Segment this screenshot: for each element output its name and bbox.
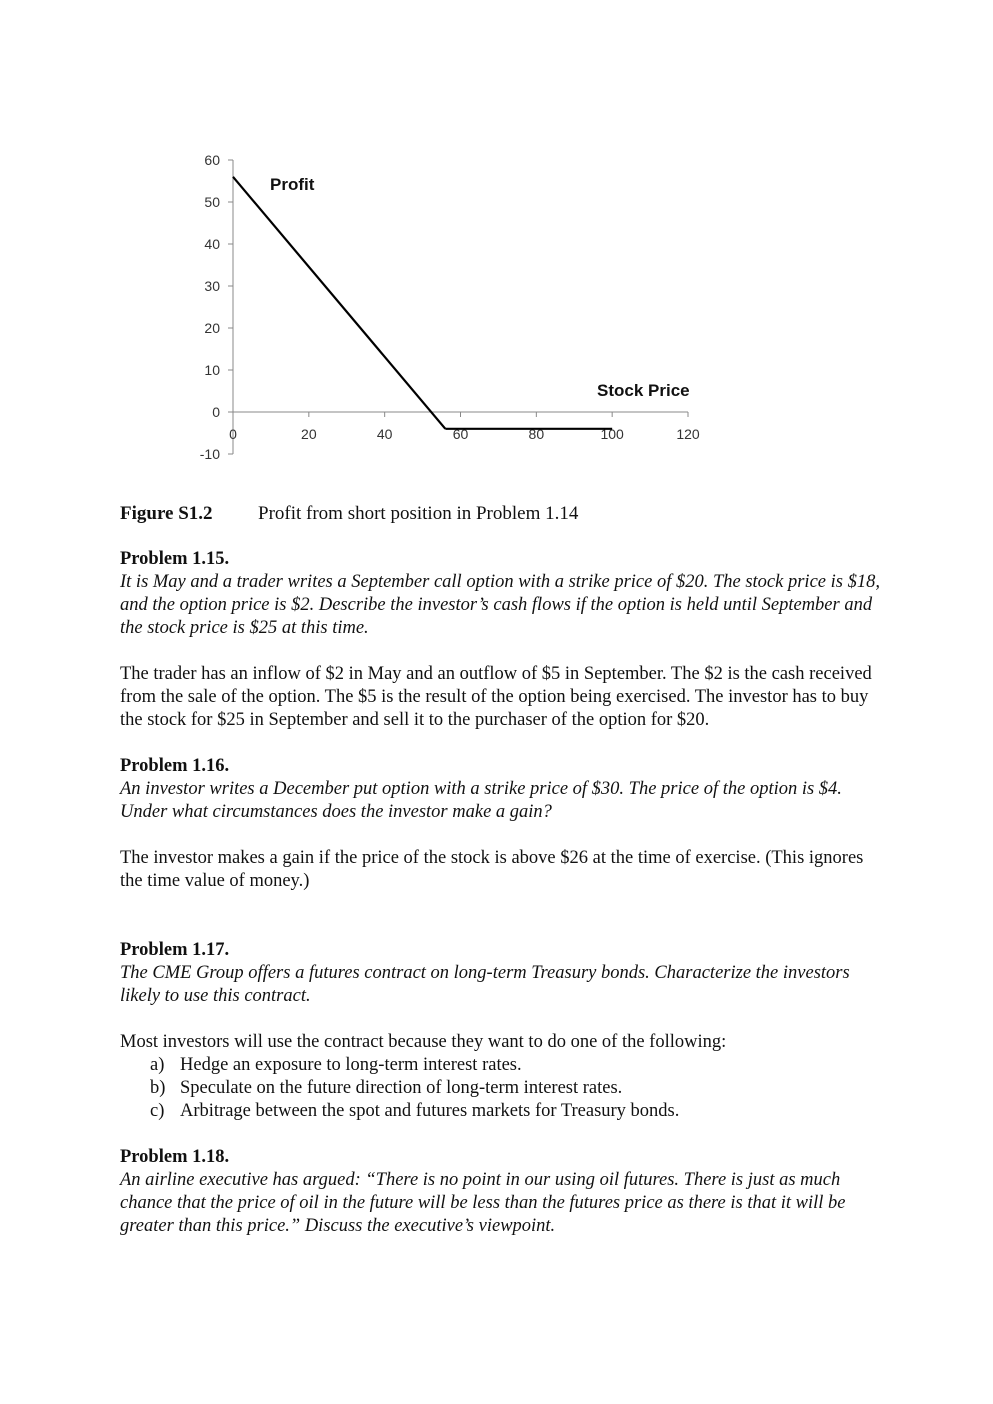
- list-item: b) Speculate on the future direction of long-term interest rates.: [150, 1078, 623, 1098]
- problem-title: Problem 1.17.: [120, 940, 230, 960]
- list-item: a) Hedge an exposure to long-term interest rates.: [150, 1055, 522, 1075]
- list-item: c) Arbitrage between the spot and futures markets for Treasury bonds.: [150, 1101, 680, 1121]
- problem-title: Problem 1.18.: [120, 1147, 230, 1167]
- problems-section: [120, 548, 880, 1238]
- y-tick-label: 10: [204, 362, 220, 378]
- figure-caption: [120, 503, 578, 525]
- profit-line: [233, 177, 445, 429]
- problem-answer: Most investors will use the contract because they want to do one of the following:: [120, 1032, 727, 1052]
- x-tick-label: 0: [229, 426, 237, 442]
- x-tick-label: 80: [528, 426, 545, 442]
- x-tick-label: 100: [600, 426, 624, 442]
- problem-answer: The trader has an inflow of $2 in May and an outflow of $5 in September. The $2 is the cash received from the sale of the option. The $5 is the result of the option being exercised. The investor has to buy the stock for $25 in September and sell it to the purchaser of the option for $20.: [120, 664, 872, 730]
- problem-1-18: [120, 1146, 880, 1238]
- problem-title: Problem 1.15.: [120, 549, 230, 569]
- problem-1-15: [120, 548, 880, 732]
- y-tick-label: -10: [199, 446, 220, 462]
- chart-ticks: [200, 152, 700, 462]
- problem-title: Problem 1.16.: [120, 756, 230, 776]
- problem-question: An investor writes a December put option with a strike price of $30. The price of the option is $4. Under what circumstances does the investor make a gain?: [120, 779, 842, 822]
- profit-chart: [185, 145, 725, 475]
- list-item-text: Arbitrage between the spot and futures markets for Treasury bonds.: [180, 1101, 680, 1121]
- y-tick-label: 60: [204, 152, 220, 168]
- figure-caption-text: Profit from short position in Problem 1.14: [258, 503, 579, 524]
- figure-number: Figure S1.2: [120, 503, 213, 524]
- y-tick-label: 30: [204, 278, 220, 294]
- profit-label: Profit: [270, 175, 315, 194]
- answer-list: [120, 1054, 880, 1123]
- list-item-text: Hedge an exposure to long-term interest rates.: [180, 1055, 522, 1075]
- chart-series: [233, 177, 612, 429]
- problem-question: The CME Group offers a futures contract on long-term Treasury bonds. Characterize the investors likely to use this contract.: [120, 963, 850, 1006]
- x-tick-label: 40: [376, 426, 393, 442]
- problem-1-16: [120, 755, 880, 893]
- stock-price-label: Stock Price: [597, 381, 690, 400]
- x-tick-label: 60: [452, 426, 469, 442]
- x-tick-label: 120: [676, 426, 700, 442]
- list-item-text: Speculate on the future direction of long-term interest rates.: [180, 1078, 623, 1098]
- y-tick-label: 20: [204, 320, 220, 336]
- problem-question: It is May and a trader writes a September call option with a strike price of $20. The stock price is $18, and the option price is $2. Describe the investor’s cash flows if the option is held until September and the stock price is $25 at this time.: [120, 572, 880, 638]
- problem-question: An airline executive has argued: “There is no point in our using oil futures. There is just as much chance that the price of oil in the future will be less than the futures price as there is that it will be greater than this price.” Discuss the executive’s viewpoint.: [120, 1170, 846, 1236]
- x-tick-label: 20: [301, 426, 317, 442]
- problem-answer: The investor makes a gain if the price of the stock is above $26 at the time of exercise. (This ignores the time value of money.): [120, 848, 864, 891]
- y-tick-label: 40: [204, 236, 220, 252]
- y-tick-label: 50: [204, 194, 220, 210]
- problem-1-17: [120, 939, 880, 1123]
- chart-axes: [233, 160, 688, 454]
- y-tick-label: 0: [212, 404, 220, 420]
